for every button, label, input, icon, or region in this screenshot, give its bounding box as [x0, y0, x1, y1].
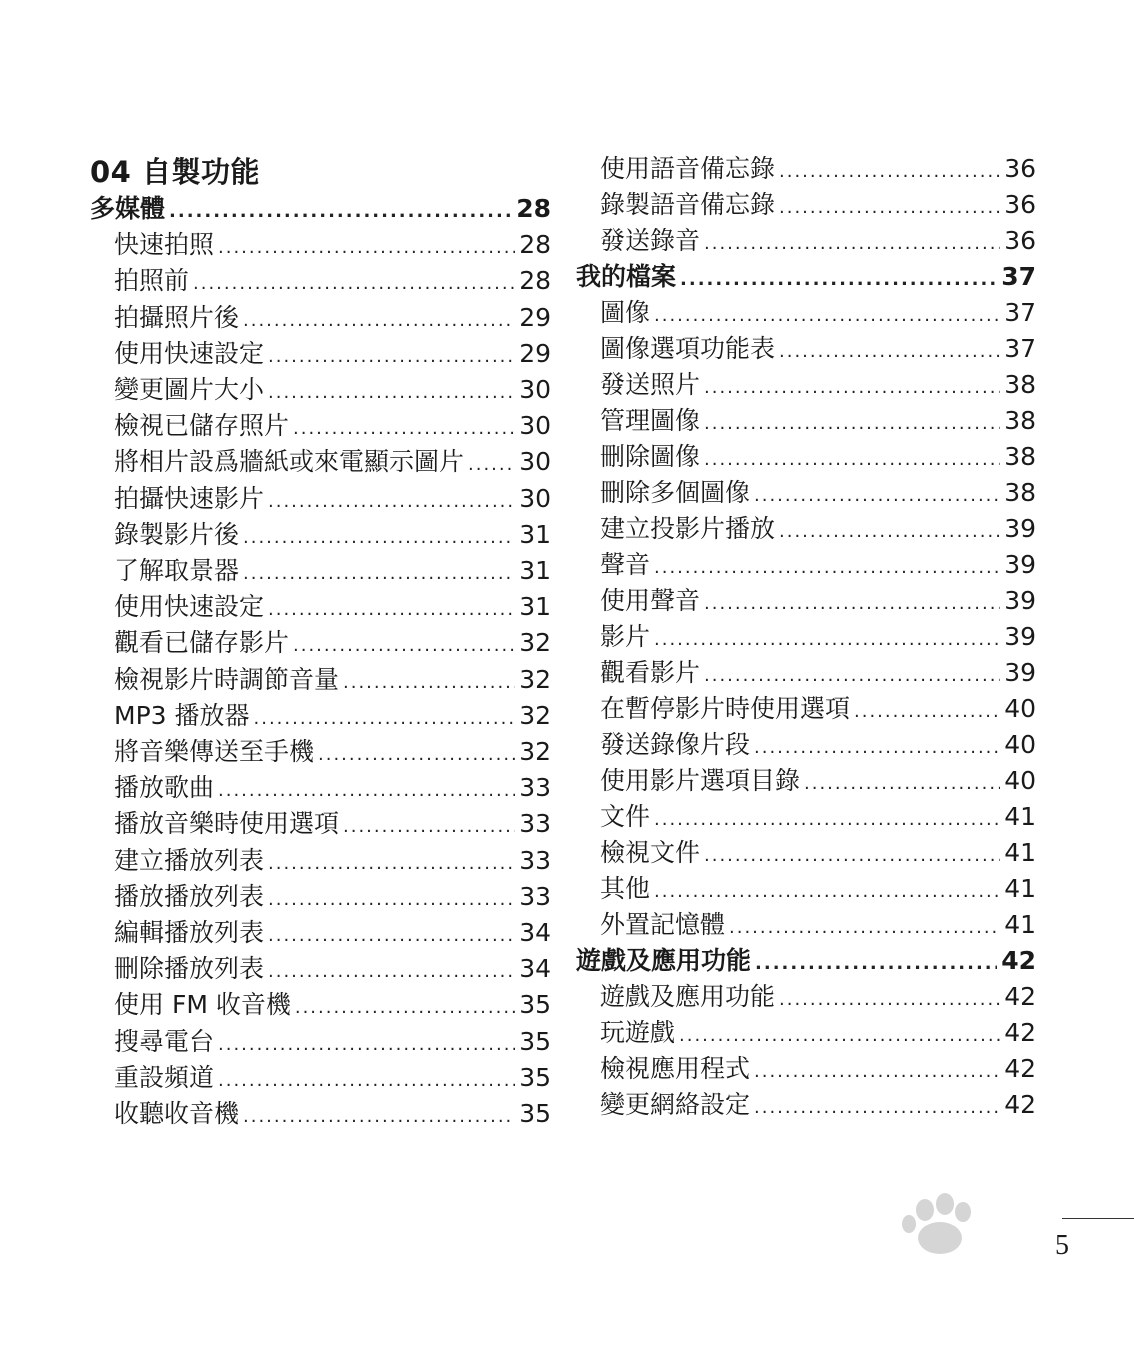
leader-dots	[293, 628, 515, 664]
leader-dots	[468, 447, 515, 483]
toc-entry	[114, 843, 551, 879]
toc-page-number: 35	[519, 990, 551, 1020]
toc-entry	[114, 444, 551, 480]
leader-dots	[680, 262, 997, 298]
toc-label: 變更圖片大小	[114, 375, 265, 404]
toc-label: 圖像選項功能表	[600, 334, 776, 363]
toc-label: 文件	[600, 802, 651, 831]
toc-entry	[114, 589, 551, 625]
leader-dots	[268, 375, 515, 411]
leader-dots	[754, 478, 1000, 514]
toc-entry	[114, 1024, 551, 1060]
toc-label: 檢視已儲存照片	[114, 411, 290, 441]
toc-label: 多媒體	[90, 194, 166, 223]
leader-dots	[779, 334, 1000, 370]
toc-entry	[114, 806, 551, 842]
toc-label: 錄製語音備忘錄	[600, 190, 776, 219]
toc-page-number: 42	[1004, 1054, 1036, 1083]
toc-entry	[600, 1087, 1036, 1123]
leader-dots	[295, 990, 515, 1026]
leader-dots	[218, 773, 515, 809]
toc-entry	[114, 553, 551, 589]
toc-entry	[114, 336, 551, 372]
toc-label: 管理圖像	[600, 406, 701, 435]
leader-dots	[268, 592, 515, 628]
toc-label: 遊戲及應用功能	[576, 946, 752, 975]
toc-page-number: 33	[519, 845, 551, 875]
leader-dots	[654, 802, 1000, 838]
leader-dots	[318, 737, 515, 773]
toc-page-number: 28	[519, 230, 551, 260]
toc-section	[576, 943, 1036, 979]
toc-label: 觀看影片	[600, 658, 701, 687]
leader-dots	[218, 1063, 515, 1099]
toc-page-number: 41	[1004, 910, 1036, 939]
toc-page-number: 33	[519, 809, 551, 839]
toc-page-number: 40	[1004, 694, 1036, 723]
toc-entry	[114, 372, 551, 408]
toc-entry	[600, 511, 1036, 547]
toc-page-number: 38	[1004, 406, 1036, 435]
toc-entry	[114, 517, 551, 553]
toc-page-number: 32	[519, 628, 551, 658]
toc-entry	[114, 698, 551, 734]
leader-dots	[804, 766, 1000, 802]
toc-label: 使用語音備忘錄	[600, 154, 776, 183]
toc-page-number: 39	[1004, 550, 1036, 579]
toc-page-number: 35	[519, 1062, 551, 1092]
toc-entry	[600, 151, 1036, 187]
leader-dots	[293, 411, 515, 447]
leader-dots	[654, 298, 1000, 334]
toc-label: 將音樂傳送至手機	[114, 737, 315, 766]
toc-label: 編輯播放列表	[114, 918, 265, 947]
toc-entry	[600, 691, 1036, 727]
toc-page-number: 34	[519, 954, 551, 984]
toc-label: 播放音樂時使用選項	[114, 809, 340, 839]
toc-entry	[114, 1060, 551, 1096]
toc-page-number: 42	[1004, 982, 1036, 1011]
toc-label: 了解取景器	[114, 556, 240, 585]
page-number: 5	[1055, 1230, 1069, 1261]
toc-entry	[114, 263, 551, 299]
toc-entry	[600, 871, 1036, 907]
toc-page-number: 31	[519, 592, 551, 622]
toc-label: 我的檔案	[576, 262, 677, 291]
toc-label: 刪除播放列表	[114, 954, 265, 984]
toc-page-number: 30	[519, 447, 551, 477]
leader-dots	[243, 520, 515, 556]
leader-dots	[779, 982, 1000, 1018]
toc-page-number: 42	[1004, 1090, 1036, 1119]
toc-page-number: 29	[519, 302, 551, 332]
toc-entry	[114, 662, 551, 698]
toc-label: 錄製影片後	[114, 519, 240, 549]
toc-page-number: 35	[519, 1099, 551, 1128]
toc-entry	[114, 408, 551, 444]
toc-entry	[114, 770, 551, 806]
leader-dots	[268, 339, 515, 375]
toc-label: 玩遊戲	[600, 1018, 676, 1047]
toc-entry	[114, 481, 551, 517]
leader-dots	[704, 442, 1000, 478]
leader-dots	[754, 1090, 1000, 1126]
toc-label: 播放播放列表	[114, 881, 265, 911]
leader-dots	[679, 1018, 1000, 1054]
leader-dots	[704, 586, 1000, 622]
toc-label: 搜尋電台	[114, 1026, 215, 1056]
leader-dots	[169, 194, 512, 230]
toc-entry	[114, 987, 551, 1023]
toc-label: 聲音	[600, 550, 651, 579]
toc-entry	[600, 187, 1036, 223]
toc-page-number: 35	[519, 1026, 551, 1056]
leader-dots	[779, 154, 1000, 190]
toc-page-number: 41	[1004, 802, 1036, 831]
leader-dots	[704, 226, 1000, 262]
leader-dots	[268, 882, 515, 918]
toc-entry	[600, 619, 1036, 655]
toc-label: 其他	[600, 874, 651, 903]
toc-page-number: 37	[1004, 298, 1036, 327]
toc-entry	[600, 367, 1036, 403]
leader-dots	[268, 484, 515, 520]
toc-label: 檢視應用程式	[600, 1054, 751, 1083]
toc-page-number: 28	[516, 194, 551, 223]
toc-page-number: 28	[519, 266, 551, 296]
toc-entry	[600, 1051, 1036, 1087]
toc-entry	[600, 799, 1036, 835]
leader-dots	[704, 370, 1000, 406]
toc-entry	[114, 734, 551, 770]
toc-label: 使用 FM 收音機	[114, 990, 291, 1020]
toc-entry	[600, 403, 1036, 439]
toc-label: 刪除多個圖像	[600, 478, 751, 507]
leader-dots	[254, 701, 516, 737]
toc-label: 使用影片選項目錄	[600, 766, 801, 795]
toc-label: 重設頻道	[114, 1062, 215, 1092]
toc-entry	[600, 295, 1036, 331]
toc-label: 使用快速設定	[114, 338, 265, 368]
leader-dots	[243, 1099, 515, 1135]
toc-label: 觀看已儲存影片	[114, 628, 290, 658]
toc-entry	[600, 475, 1036, 511]
toc-page-number: 33	[519, 881, 551, 911]
toc-page-number: 30	[519, 483, 551, 513]
toc-label: MP3 播放器	[114, 700, 250, 730]
toc-label: 建立播放列表	[114, 845, 265, 875]
toc-entry	[114, 300, 551, 336]
toc-page-number: 32	[519, 700, 551, 730]
toc-page-number: 32	[519, 737, 551, 766]
toc-label: 刪除圖像	[600, 442, 701, 471]
toc-label: 發送錄像片段	[600, 730, 751, 759]
toc-page-number: 30	[519, 411, 551, 441]
leader-dots	[243, 556, 515, 592]
leader-dots	[268, 846, 515, 882]
toc-label: 變更網絡設定	[600, 1090, 751, 1119]
toc-entry	[114, 625, 551, 661]
toc-entry	[600, 727, 1036, 763]
toc-page-number: 36	[1004, 226, 1036, 255]
toc-entry	[114, 915, 551, 951]
toc-page-number: 42	[1004, 1018, 1036, 1047]
toc-page-number: 41	[1004, 874, 1036, 903]
toc-entry	[114, 879, 551, 915]
toc-label: 檢視文件	[600, 838, 701, 867]
toc-label: 影片	[600, 622, 651, 651]
leader-dots	[218, 1027, 515, 1063]
toc-entry	[600, 1015, 1036, 1051]
toc-page-number: 38	[1004, 370, 1036, 399]
leader-dots	[779, 514, 1000, 550]
toc-page-number: 41	[1004, 838, 1036, 867]
toc-section	[576, 259, 1036, 295]
toc-page-number: 39	[1004, 658, 1036, 687]
leader-dots	[654, 550, 1000, 586]
leader-dots	[654, 622, 1000, 658]
toc-label: 將相片設爲牆紙或來電顯示圖片	[114, 447, 465, 477]
toc-label: 圖像	[600, 298, 651, 327]
toc-label: 播放歌曲	[114, 773, 215, 803]
toc-page-number: 33	[519, 773, 551, 803]
toc-label: 快速拍照	[114, 230, 215, 260]
toc-entry	[600, 331, 1036, 367]
toc-entry	[600, 547, 1036, 583]
toc-page-number: 34	[519, 918, 551, 947]
leader-dots	[755, 946, 997, 982]
leader-dots	[854, 694, 1000, 730]
toc-page-number: 40	[1004, 730, 1036, 759]
toc-label: 收聽收音機	[114, 1099, 240, 1128]
leader-dots	[268, 954, 515, 990]
toc-label: 發送照片	[600, 370, 701, 399]
chapter-title: 04 自製功能	[90, 155, 260, 189]
baidu-watermark-logo	[805, 1190, 1060, 1315]
toc-entry	[600, 655, 1036, 691]
leader-dots	[704, 838, 1000, 874]
leader-dots	[343, 809, 515, 845]
toc-entry	[600, 835, 1036, 871]
toc-entry	[600, 979, 1036, 1015]
leader-dots	[243, 303, 515, 339]
leader-dots	[654, 874, 1000, 910]
toc-page-number: 39	[1004, 622, 1036, 651]
toc-label: 拍攝照片後	[114, 302, 240, 332]
toc-entry	[600, 763, 1036, 799]
leader-dots	[779, 190, 1000, 226]
leader-dots	[193, 266, 515, 302]
toc-page-number: 32	[519, 664, 551, 694]
leader-dots	[704, 658, 1000, 694]
toc-page-number: 39	[1004, 586, 1036, 615]
leader-dots	[754, 730, 1000, 766]
toc-page-number: 37	[1001, 262, 1036, 291]
toc-entry	[114, 1096, 551, 1132]
toc-label: 遊戲及應用功能	[600, 982, 776, 1011]
toc-label: 外置記憶體	[600, 910, 726, 939]
toc-page-number: 36	[1004, 154, 1036, 183]
toc-page-number: 42	[1001, 946, 1036, 975]
toc-label: 使用聲音	[600, 586, 701, 615]
toc-label: 在暫停影片時使用選項	[600, 694, 851, 723]
toc-page-number: 30	[519, 375, 551, 404]
toc-entry	[600, 583, 1036, 619]
toc-label: 使用快速設定	[114, 592, 265, 622]
toc-entry	[114, 951, 551, 987]
toc-entry	[600, 439, 1036, 475]
toc-page-number: 38	[1004, 478, 1036, 507]
leader-dots	[754, 1054, 1000, 1090]
leader-dots	[343, 665, 515, 701]
toc-label: 發送錄音	[600, 226, 701, 255]
toc-entry	[600, 907, 1036, 943]
toc-page-number: 37	[1004, 334, 1036, 363]
toc-label: 拍照前	[114, 266, 190, 296]
toc-page-number: 38	[1004, 442, 1036, 471]
toc-section	[90, 191, 551, 227]
leader-dots	[268, 918, 515, 954]
toc-label: 拍攝快速影片	[114, 483, 265, 513]
toc-page-number: 39	[1004, 514, 1036, 543]
leader-dots	[704, 406, 1000, 442]
toc-page-number: 31	[519, 556, 551, 585]
toc-entry	[114, 227, 551, 263]
toc-label: 建立投影片播放	[600, 514, 776, 543]
toc-page-number: 40	[1004, 766, 1036, 795]
leader-dots	[218, 230, 515, 266]
toc-entry	[600, 223, 1036, 259]
footer-rule	[1062, 1218, 1134, 1219]
toc-page-number: 29	[519, 338, 551, 368]
toc-page-number: 31	[519, 519, 551, 549]
toc-page-number: 36	[1004, 190, 1036, 219]
toc-label: 檢視影片時調節音量	[114, 664, 340, 694]
leader-dots	[729, 910, 1000, 946]
